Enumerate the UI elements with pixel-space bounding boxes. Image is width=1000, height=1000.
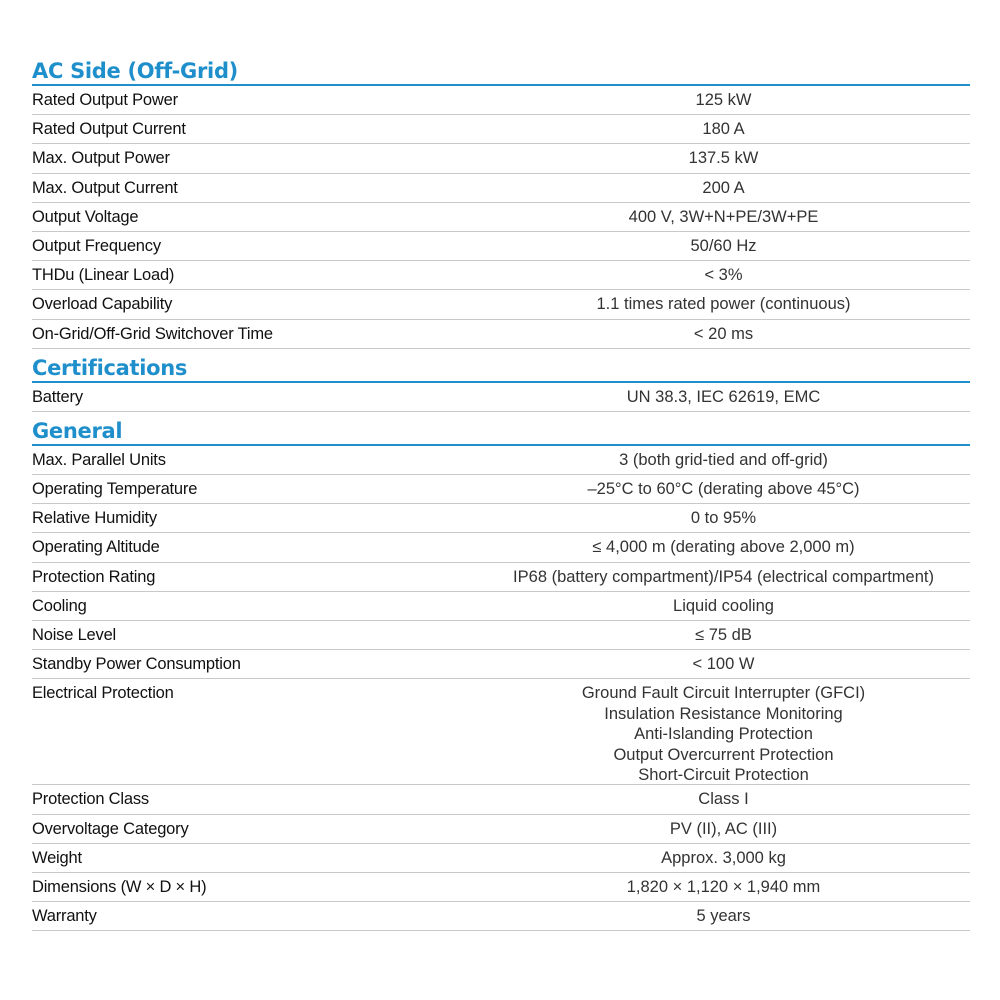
spec-row	[32, 174, 970, 203]
spec-row	[32, 383, 970, 412]
spec-label: Battery	[32, 387, 83, 406]
spec-sheet	[32, 52, 970, 931]
spec-value: 50/60 Hz	[690, 236, 757, 255]
spec-value: 3 (both grid-tied and off-grid)	[619, 450, 828, 469]
spec-value: UN 38.3, IEC 62619, EMC	[626, 387, 821, 406]
spec-value: Class I	[698, 790, 749, 809]
spec-row	[32, 203, 970, 232]
spec-label: Output Voltage	[32, 207, 139, 226]
spec-label: Rated Output Power	[32, 91, 178, 109]
spec-label: Protection Class	[32, 790, 149, 809]
spec-value: ≤ 75 dB	[695, 626, 752, 644]
spec-value: 180 A	[702, 120, 745, 139]
spec-label: Relative Humidity	[32, 509, 157, 528]
section-rows	[32, 446, 970, 931]
spec-row	[32, 504, 970, 533]
spec-label: Operating Altitude	[32, 538, 160, 557]
spec-label: Electrical Protection	[32, 684, 174, 703]
spec-value: < 100 W	[692, 655, 755, 674]
spec-label: On-Grid/Off-Grid Switchover Time	[32, 324, 273, 343]
spec-row	[32, 844, 970, 873]
section-rows	[32, 86, 970, 349]
section-general	[32, 412, 970, 931]
spec-label: Max. Parallel Units	[32, 450, 166, 469]
spec-value: 1,820 × 1,120 × 1,940 mm	[626, 877, 821, 896]
spec-row	[32, 815, 970, 844]
spec-value: IP68 (battery compartment)/IP54 (electrical compartment)	[513, 567, 934, 586]
spec-value: 5 years	[696, 907, 751, 926]
spec-row	[32, 475, 970, 504]
spec-value: < 20 ms	[693, 324, 754, 343]
section-title: Certifications	[32, 349, 970, 383]
spec-label: Operating Temperature	[32, 480, 198, 499]
spec-label: Output Frequency	[32, 236, 161, 255]
spec-row	[32, 650, 970, 679]
spec-label: Overvoltage Category	[32, 819, 189, 838]
spec-label: Max. Output Power	[32, 149, 170, 168]
spec-label: Rated Output Current	[32, 120, 186, 139]
spec-value: PV (II), AC (III)	[669, 819, 778, 838]
spec-label: Noise Level	[32, 626, 117, 644]
spec-value: 125 kW	[695, 91, 752, 109]
spec-label: THDu (Linear Load)	[32, 266, 175, 285]
spec-value: Approx. 3,000 kg	[661, 848, 786, 867]
spec-row	[32, 873, 970, 902]
spec-row	[32, 320, 970, 349]
spec-value: Liquid cooling	[673, 596, 774, 615]
spec-value: 1.1 times rated power (continuous)	[596, 295, 851, 314]
spec-label: Weight	[32, 848, 82, 867]
spec-row	[32, 232, 970, 261]
spec-row	[32, 592, 970, 621]
spec-value: 200 A	[702, 178, 745, 197]
spec-row	[32, 144, 970, 173]
spec-row	[32, 446, 970, 475]
section-title: AC Side (Off-Grid)	[32, 52, 970, 86]
spec-label: Max. Output Current	[32, 178, 178, 197]
spec-row	[32, 902, 970, 931]
spec-value: ≤ 4,000 m (derating above 2,000 m)	[592, 538, 855, 557]
spec-row	[32, 115, 970, 144]
spec-row	[32, 290, 970, 319]
spec-row	[32, 86, 970, 115]
spec-label: Standby Power Consumption	[32, 655, 241, 674]
section-title: General	[32, 412, 970, 446]
spec-label: Warranty	[32, 907, 97, 926]
spec-value: < 3%	[704, 266, 743, 285]
spec-row	[32, 533, 970, 562]
section-certifications	[32, 349, 970, 412]
spec-value: 400 V, 3W+N+PE/3W+PE	[628, 207, 819, 226]
spec-value: 137.5 kW	[688, 149, 759, 168]
spec-label: Overload Capability	[32, 295, 173, 314]
spec-row	[32, 563, 970, 592]
spec-label: Cooling	[32, 596, 87, 615]
spec-row	[32, 621, 970, 650]
spec-row	[32, 679, 970, 785]
spec-value: Ground Fault Circuit Interrupter (GFCI) Insulation Resistance Monitoring Anti-Islanding Protection Output Overcurrent Protection Short-Circuit Protection	[581, 684, 866, 785]
spec-value: –25°C to 60°C (derating above 45°C)	[587, 480, 860, 499]
spec-label: Dimensions (W × D × H)	[32, 877, 207, 896]
spec-label: Protection Rating	[32, 567, 156, 586]
spec-row	[32, 785, 970, 814]
section-rows	[32, 383, 970, 412]
spec-row	[32, 261, 970, 290]
spec-value: 0 to 95%	[690, 509, 757, 528]
section-ac-side	[32, 52, 970, 349]
